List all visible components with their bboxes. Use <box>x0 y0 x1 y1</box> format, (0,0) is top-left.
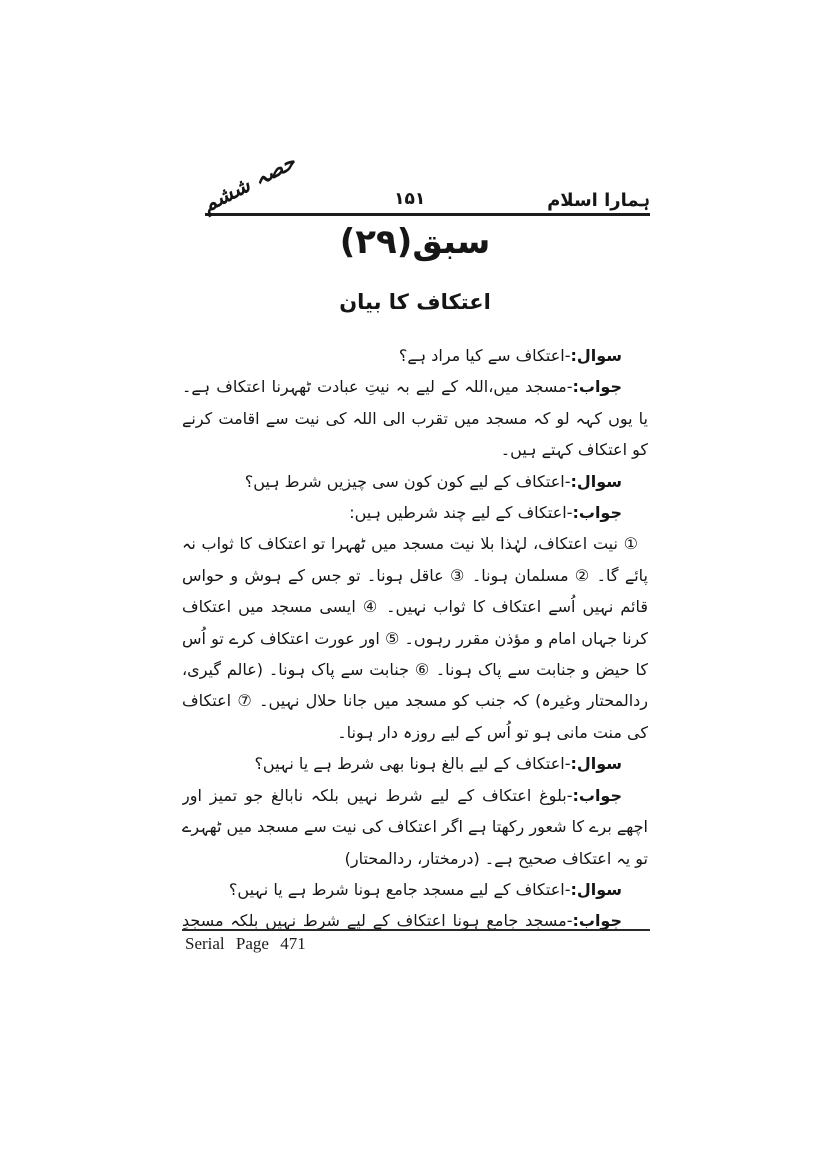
answer-text: -بلوغ اعتکاف کے لیے شرط نہیں بلکہ نابالغ جو تمیز اور اچھے برے کا شعور رکھتا ہے اگر اعتکاف کی نیت سے مسجد میں ٹھہرے تو یہ اعتکاف صحیح ہے۔ (درمختار، ردالمحتار) <box>182 785 648 868</box>
question-label: سوال: <box>570 879 622 899</box>
question-paragraph <box>182 874 648 905</box>
header-page-number: ۱۵۱ <box>394 189 426 209</box>
conditions-text: ① نیت اعتکاف، لہٰذا بلا نیت مسجد میں ٹھہرا تو اعتکاف کا ثواب نہ پائے گا۔ ② مسلمان ہونا۔ ③ عاقل ہونا۔ تو جس کے ہوش و حواس قائم نہیں اُسے اعتکاف کا ثواب نہیں۔ ④ ایسی مسجد میں اعتکاف کرنا جہاں امام و مؤذن مقرر رہوں۔ ⑤ اور عورت اعتکاف کرے تو اُس کا حیض و جنابت سے پاک ہونا۔ ⑥ جنابت سے پاک ہونا۔ (عالم گیری، ردالمحتار وغیرہ) کہ جنب کو مسجد میں جانا حلال نہیں۔ ⑦ اعتکاف کی منت مانی ہو تو اُس کے لیے روزہ دار ہونا۔ <box>182 534 648 742</box>
question-text: -اعتکاف کے لیے کون کون سی چیزیں شرط ہیں؟ <box>244 471 571 491</box>
lesson-body <box>182 340 648 932</box>
lesson-subtitle: اعتکاف کا بیان <box>339 290 491 314</box>
header-book-title: ہمارا اسلام <box>547 190 650 211</box>
serial-page-label: Serial Page 471 <box>185 934 306 953</box>
answer-text: -مسجد میں،اللہ کے لیے بہ نیتِ عبادت ٹھہرنا اعتکاف ہے۔ یا یوں کہہ لو کہ مسجد میں تقرب الی اللہ کی نیت سے اقامت کرنے کو اعتکاف کہتے ہیں۔ <box>182 377 648 460</box>
question-label: سوال: <box>570 471 622 491</box>
answer-label: جواب: <box>572 911 622 931</box>
question-text: -اعتکاف کے لیے مسجد جامع ہونا شرط ہے یا نہیں؟ <box>228 879 571 899</box>
answer-text: -اعتکاف کے لیے چند شرطیں ہیں: <box>349 503 573 523</box>
question-label: سوال: <box>570 754 622 774</box>
question-paragraph <box>182 748 648 779</box>
answer-text: -مسجد جامع ہونا اعتکاف کے لیے شرط نہیں بلکہ مسجدِ <box>182 911 573 931</box>
question-paragraph <box>182 340 648 371</box>
answer-paragraph <box>182 905 648 932</box>
question-label: سوال: <box>570 346 622 365</box>
question-text: -اعتکاف کے لیے بالغ ہونا بھی شرط ہے یا نہیں؟ <box>254 754 571 774</box>
answer-paragraph <box>182 497 648 528</box>
header-part-title: حصہ ششم <box>198 149 300 217</box>
question-text: -اعتکاف سے کیا مراد ہے؟ <box>398 346 571 365</box>
answer-paragraph <box>182 371 648 465</box>
conditions-paragraph <box>182 528 648 748</box>
answer-label: جواب: <box>572 785 622 805</box>
answer-label: جواب: <box>572 503 622 523</box>
question-paragraph <box>182 466 648 497</box>
lesson-title: سبق(۲۹) <box>339 222 491 262</box>
page-header <box>198 149 650 217</box>
answer-paragraph <box>182 780 648 874</box>
answer-label: جواب: <box>572 377 622 397</box>
footer-rule <box>182 929 650 931</box>
